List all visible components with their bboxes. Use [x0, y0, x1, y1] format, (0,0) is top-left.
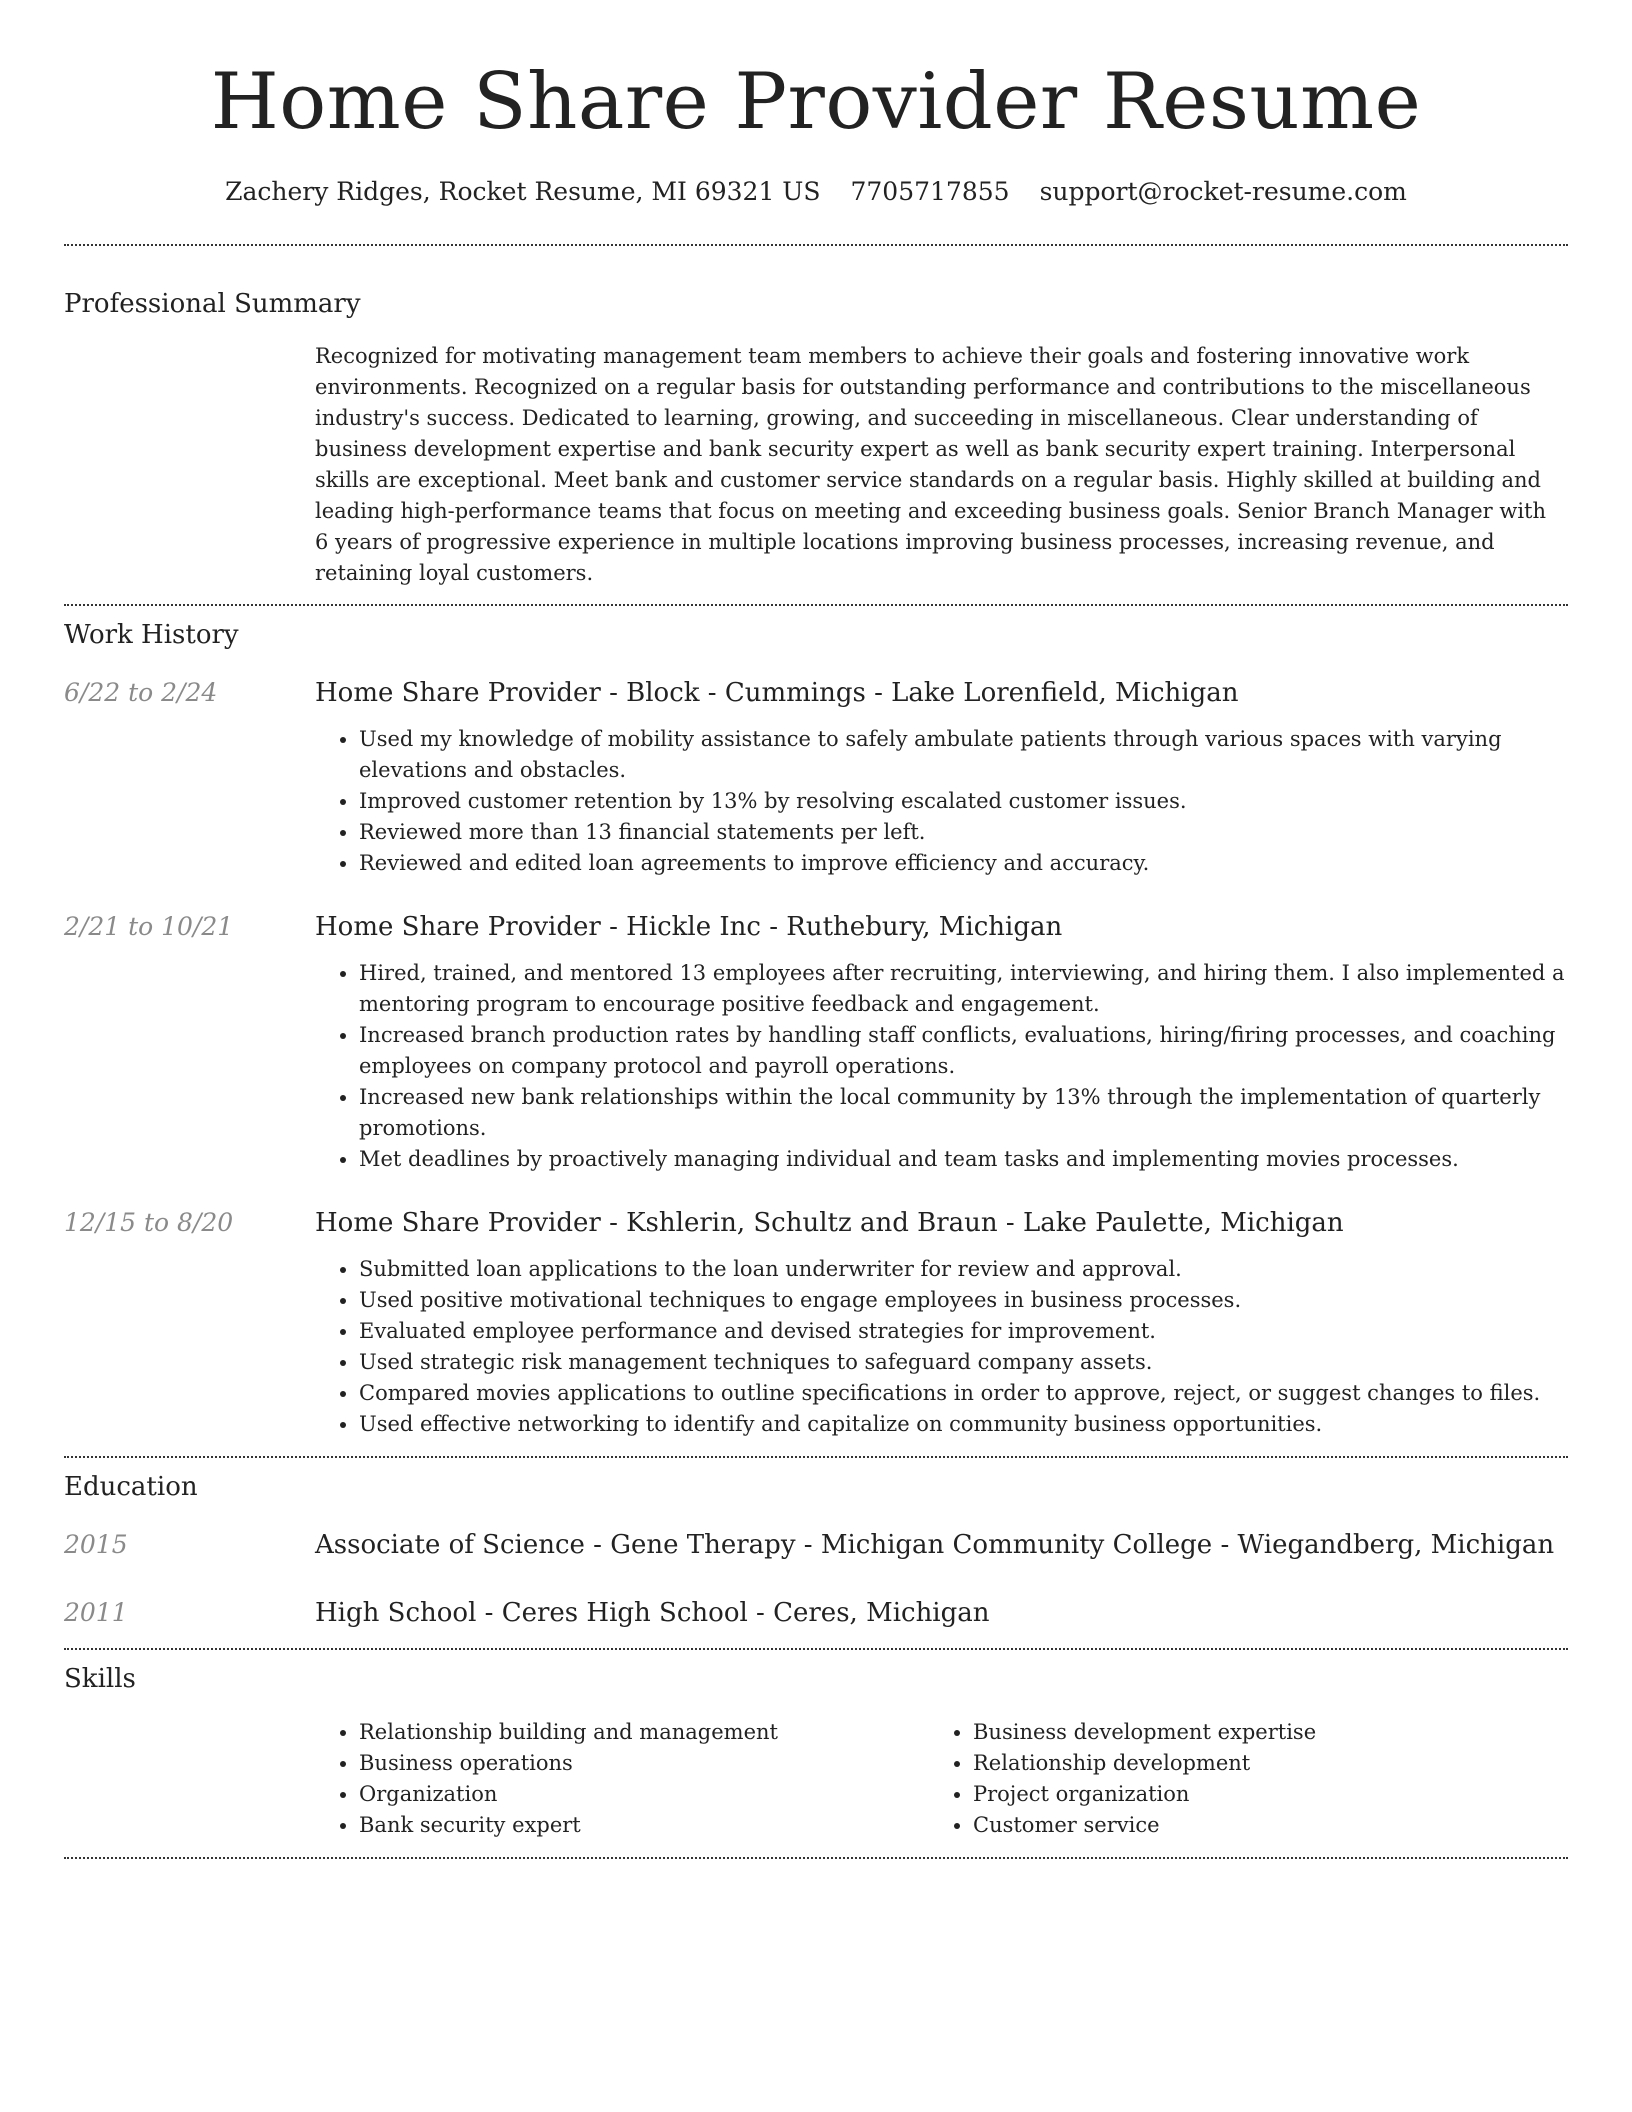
education-entry	[64, 1528, 1568, 1562]
job-bullet: • Met deadlines by proactively managing individual and team tasks and implementing movies processes.	[359, 1144, 1568, 1175]
section-divider	[64, 604, 1568, 606]
job-bullet: • Used effective networking to identify and capitalize on community business opportunities.	[359, 1409, 1568, 1440]
section-divider	[64, 244, 1568, 246]
job-title: Home Share Provider - Block - Cummings - Lake Lorenfield, Michigan	[315, 678, 1239, 708]
education-heading: Education	[64, 1472, 198, 1502]
job-bullet: • Hired, trained, and mentored 13 employees after recruiting, interviewing, and hiring them. I also implemented a mentoring program to encourage positive feedback and engagement.	[359, 958, 1568, 1020]
resume-page	[64, 0, 1568, 1859]
skill-item: • Relationship development	[973, 1748, 1543, 1779]
job-title: Home Share Provider - Kshlerin, Schultz and Braun - Lake Paulette, Michigan	[315, 1208, 1344, 1238]
skill-item: • Business development expertise	[973, 1717, 1543, 1748]
job-bullet: • Used my knowledge of mobility assistance to safely ambulate patients through various spaces with varying elevations and obstacles.	[359, 724, 1568, 786]
job-bullet: • Used positive motivational techniques to engage employees in business processes.	[359, 1285, 1568, 1316]
job-entry	[64, 910, 1568, 1175]
skills-column-right	[929, 1717, 1543, 1841]
job-bullet: • Submitted loan applications to the loan underwriter for review and approval.	[359, 1254, 1568, 1285]
job-bullet: • Increased branch production rates by handling staff conflicts, evaluations, hiring/firing processes, and coaching employees on company protocol and payroll operations.	[359, 1020, 1568, 1082]
job-bullet: • Evaluated employee performance and devised strategies for improvement.	[359, 1316, 1568, 1347]
skills-list	[315, 1717, 1568, 1841]
skill-item: • Business operations	[359, 1748, 929, 1779]
job-bullets	[315, 958, 1568, 1175]
page-title: Home Share Provider Resume	[210, 57, 1422, 147]
job-bullet: • Reviewed and edited loan agreements to improve efficiency and accuracy.	[359, 848, 1568, 879]
job-bullets	[315, 724, 1568, 879]
job-bullets	[315, 1254, 1568, 1440]
contact-line	[64, 176, 1568, 208]
job-bullet: • Compared movies applications to outline specifications in order to approve, reject, or suggest changes to files.	[359, 1378, 1568, 1409]
education-body	[315, 1596, 1568, 1630]
job-dates: 12/15 to 8/20	[64, 1208, 234, 1237]
education-year: 2011	[64, 1598, 128, 1627]
contact-address: Zachery Ridges, Rocket Resume, MI 69321 US	[225, 177, 821, 206]
job-dates: 6/22 to 2/24	[64, 678, 218, 707]
job-entry	[64, 1206, 1568, 1440]
job-bullet: • Increased new bank relationships within the local community by 13% through the implementation of quarterly promotions.	[359, 1082, 1568, 1144]
job-bullet: • Used strategic risk management techniques to safeguard company assets.	[359, 1347, 1568, 1378]
job-body	[315, 676, 1568, 879]
education-entry	[64, 1596, 1568, 1630]
education-title: High School - Ceres High School - Ceres, Michigan	[315, 1598, 990, 1628]
section-divider	[64, 1857, 1568, 1859]
job-bullet: • Improved customer retention by 13% by resolving escalated customer issues.	[359, 786, 1568, 817]
work-history-heading: Work History	[64, 620, 239, 650]
job-title: Home Share Provider - Hickle Inc - Ruthebury, Michigan	[315, 912, 1063, 942]
summary-heading: Professional Summary	[64, 289, 361, 319]
skills-heading: Skills	[64, 1664, 136, 1694]
job-bullet: • Reviewed more than 13 financial statements per left.	[359, 817, 1568, 848]
skill-item: • Relationship building and management	[359, 1717, 929, 1748]
skills-column-left	[315, 1717, 929, 1841]
skill-item: • Bank security expert	[359, 1810, 929, 1841]
job-body	[315, 1206, 1568, 1440]
job-dates: 2/21 to 10/21	[64, 912, 234, 941]
contact-email: support@rocket-resume.com	[1039, 177, 1407, 206]
skill-item: • Customer service	[973, 1810, 1543, 1841]
job-entry	[64, 676, 1568, 879]
education-body	[315, 1528, 1568, 1562]
education-year: 2015	[64, 1530, 128, 1559]
summary-text: Recognized for motivating management team members to achieve their goals and fostering innovative work environments. Recognized on a regular basis for outstanding performance and contributions to the miscellaneous industry's success. Dedicated to learning, growing, and succeeding in miscellaneous. Clear understanding of business development expertise and bank security expert as well as bank security expert training. Interpersonal skills are exceptional. Meet bank and customer service standards on a regular basis. Highly skilled at building and leading high-performance teams that focus on meeting and exceeding business goals. Senior Branch Manager with 6 years of progressive experience in multiple locations improving business processes, increasing revenue, and retaining loyal customers.	[315, 344, 1547, 585]
skill-item: • Organization	[359, 1779, 929, 1810]
contact-phone: 7705717855	[850, 177, 1010, 206]
skill-item: • Project organization	[973, 1779, 1543, 1810]
job-body	[315, 910, 1568, 1175]
section-divider	[64, 1648, 1568, 1650]
education-title: Associate of Science - Gene Therapy - Michigan Community College - Wiegandberg, Michigan	[315, 1530, 1555, 1560]
section-divider	[64, 1456, 1568, 1458]
